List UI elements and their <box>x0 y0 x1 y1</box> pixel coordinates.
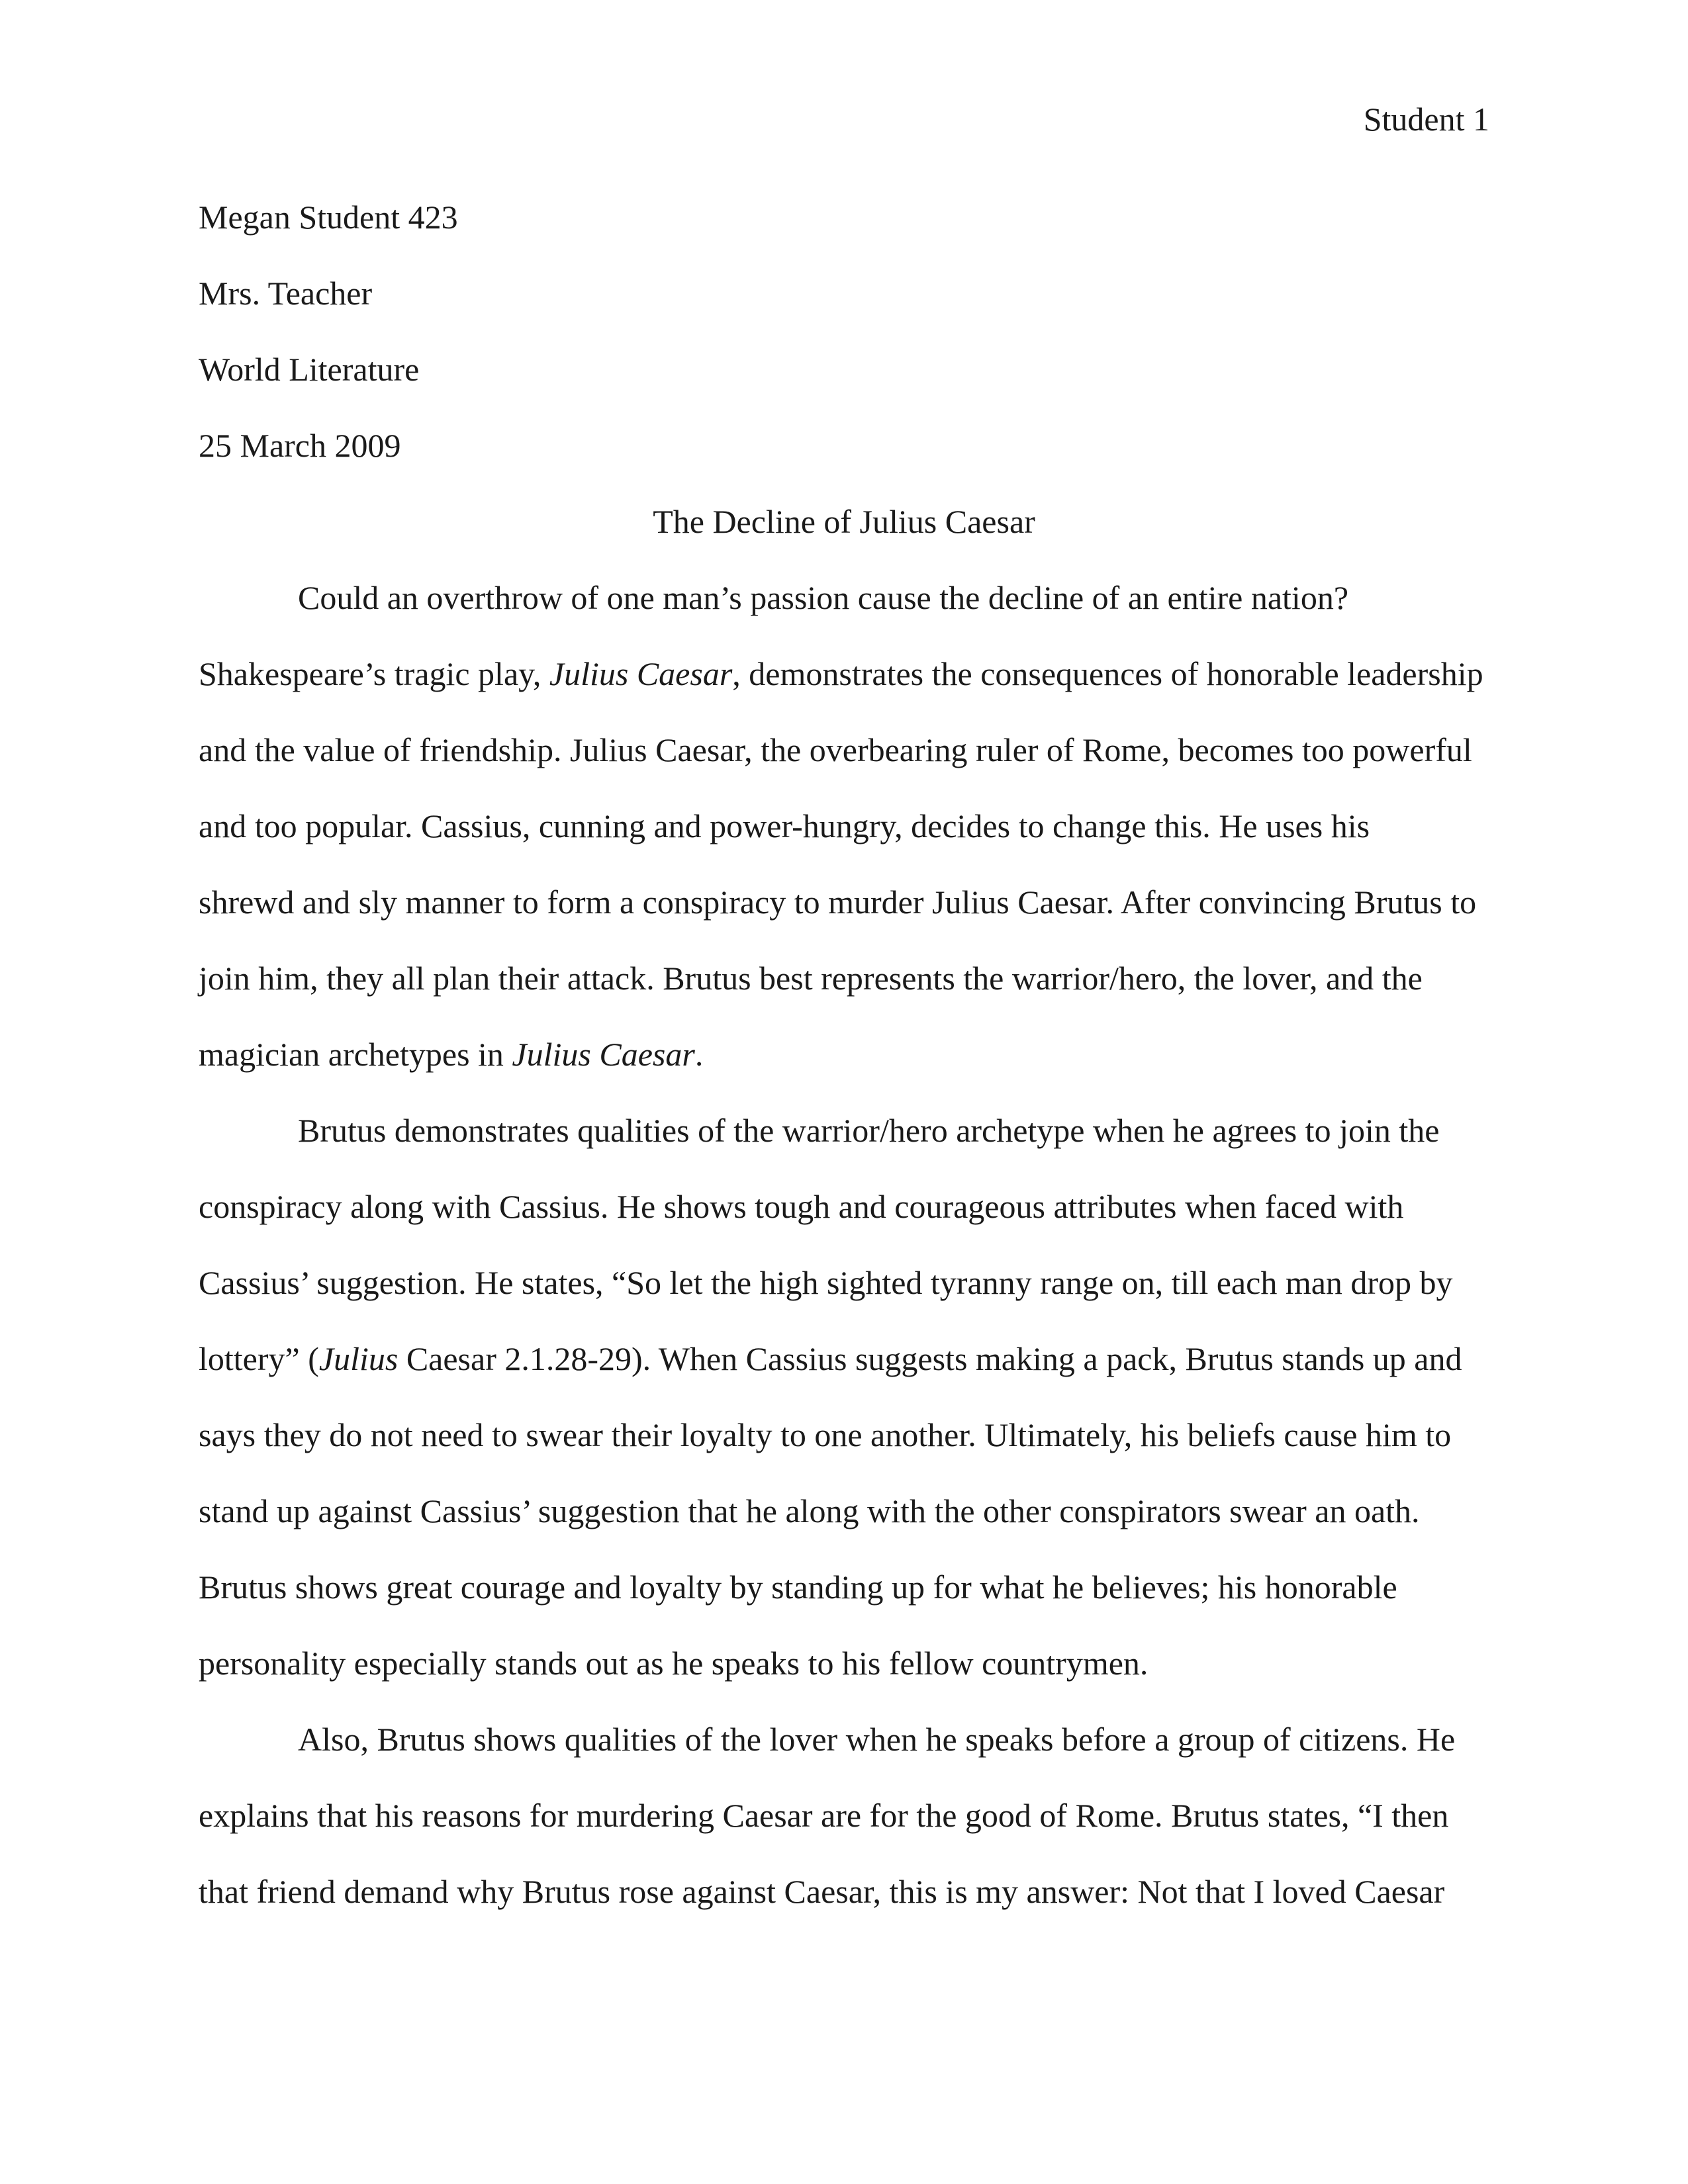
essay-line <box>199 882 1476 922</box>
essay-line <box>199 1187 1403 1226</box>
italic-title-text: Julius <box>318 1340 399 1377</box>
line-text: Brutus shows great courage and loyalty by standing up for what he believes; his honorable <box>199 1569 1397 1606</box>
line-text: join him, they all plan their attack. Brutus best represents the warrior/hero, the lover, and the <box>199 960 1423 997</box>
line-text: says they do not need to swear their loyalty to one another. Ultimately, his beliefs cause him to <box>199 1416 1452 1453</box>
essay-line <box>199 1034 703 1074</box>
line-text: explains that his reasons for murdering Caesar are for the good of Rome. Brutus states, “I then <box>199 1797 1449 1834</box>
line-text: stand up against Cassius’ suggestion that he along with the other conspirators swear an oath. <box>199 1492 1420 1529</box>
essay-line <box>199 1872 1444 1911</box>
line-text: magician archetypes in <box>199 1036 512 1073</box>
essay-line <box>199 1796 1448 1835</box>
line-text: Also, Brutus shows qualities of the lover when he speaks before a group of citizens. He <box>298 1721 1456 1758</box>
essay-line <box>199 1491 1420 1531</box>
line-text: Could an overthrow of one man’s passion cause the decline of an entire nation? <box>298 579 1349 616</box>
essay-line <box>298 1719 1455 1759</box>
line-text: Cassius’ suggestion. He states, “So let the high sighted tyranny range on, till each man drop by <box>199 1264 1453 1301</box>
line-text: that friend demand why Brutus rose against Caesar, this is my answer: Not that I loved Caesar <box>199 1873 1445 1910</box>
essay-title: The Decline of Julius Caesar <box>653 503 1035 540</box>
line-text: Caesar 2.1.28-29). When Cassius suggests making a pack, Brutus stands up and <box>398 1340 1462 1377</box>
line-text: Shakespeare’s tragic play, <box>199 655 549 692</box>
essay-line <box>199 1339 1462 1379</box>
line-text: Brutus demonstrates qualities of the warrior/hero archetype when he agrees to join the <box>298 1112 1440 1149</box>
course-name: World Literature <box>199 351 420 388</box>
line-text: personality especially stands out as he speaks to his fellow countrymen. <box>199 1645 1149 1682</box>
essay-line <box>199 654 1483 694</box>
essay-line <box>199 1567 1397 1607</box>
student-name: Megan Student 423 <box>199 199 458 236</box>
line-text: , demonstrates the consequences of honorable leadership <box>732 655 1483 692</box>
line-text: . <box>694 1036 704 1073</box>
essay-line <box>298 1111 1439 1150</box>
essay-line <box>199 958 1423 998</box>
line-text: and the value of friendship. Julius Caesar, the overbearing ruler of Rome, becomes too powerful <box>199 731 1472 768</box>
teacher-name: Mrs. Teacher <box>199 275 373 312</box>
essay-line <box>199 730 1472 770</box>
italic-title-text: Julius Caesar <box>512 1036 695 1073</box>
italic-title-text: Julius Caesar <box>549 655 733 692</box>
essay-line <box>199 1643 1148 1683</box>
essay-date: 25 March 2009 <box>199 427 401 464</box>
line-text: lottery” ( <box>199 1340 319 1377</box>
running-head: Student 1 <box>1363 101 1489 138</box>
essay-line <box>199 1263 1453 1302</box>
line-text: shrewd and sly manner to form a conspiracy to murder Julius Caesar. After convincing Brutus to <box>199 884 1477 921</box>
essay-line <box>298 578 1348 617</box>
essay-line <box>199 806 1370 846</box>
essay-line <box>199 1415 1451 1455</box>
line-text: and too popular. Cassius, cunning and power-hungry, decides to change this. He uses his <box>199 807 1370 844</box>
line-text: conspiracy along with Cassius. He shows tough and courageous attributes when faced with <box>199 1188 1404 1225</box>
